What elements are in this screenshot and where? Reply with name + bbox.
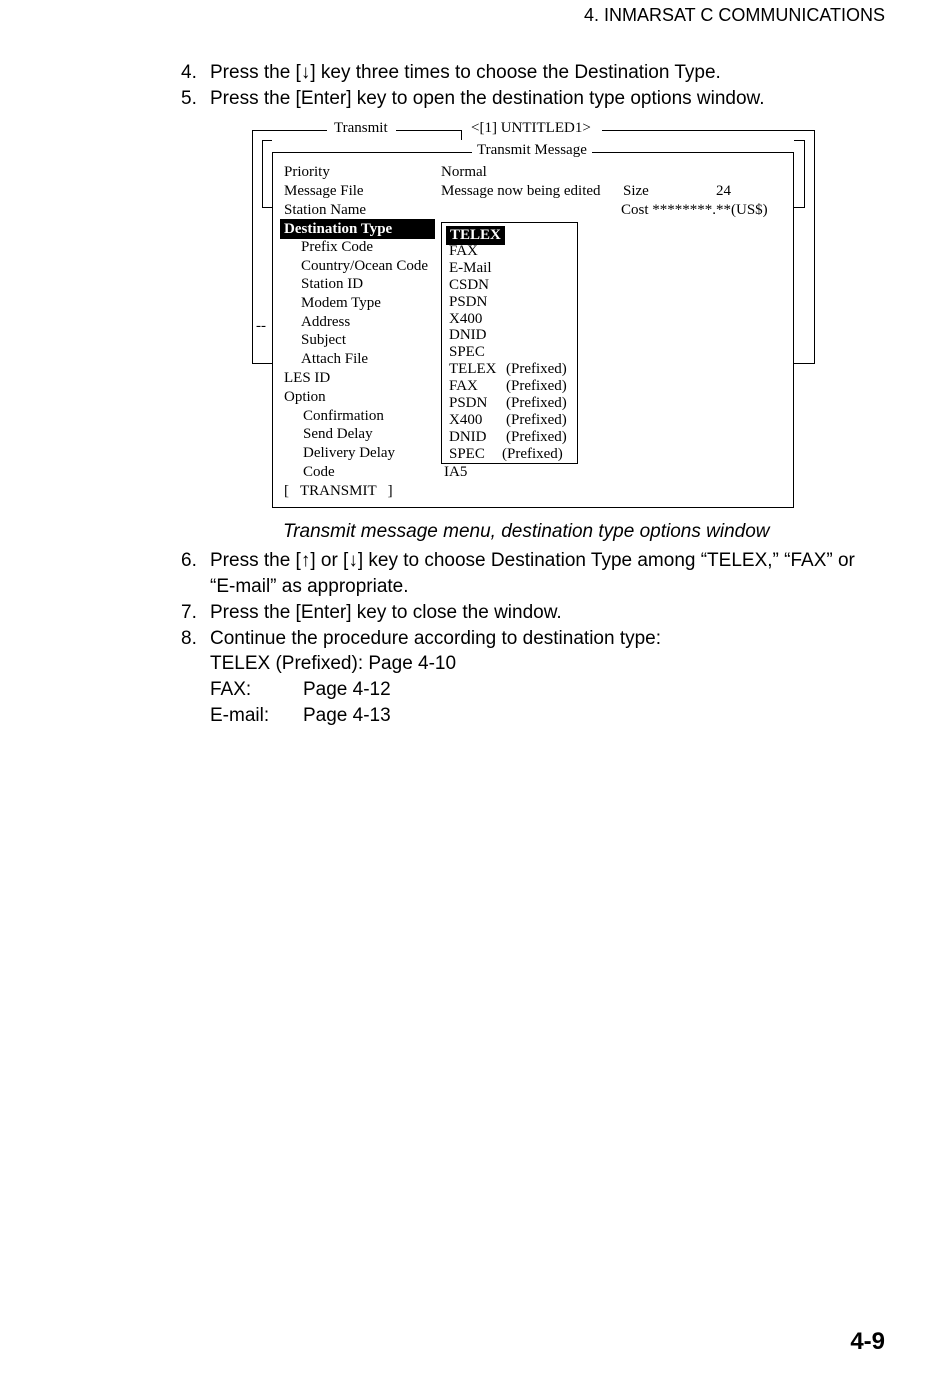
step-text-continued: “E-mail” as appropriate. (210, 576, 409, 597)
reference-fax-label: FAX: (210, 679, 252, 700)
size-label: Size (623, 183, 649, 199)
option-telex-selected[interactable]: TELEX (446, 226, 505, 245)
field-code[interactable]: Code (303, 464, 335, 480)
field-send-delay[interactable]: Send Delay (303, 426, 373, 442)
step-text: Press the [Enter] key to open the destination type options window. (210, 88, 765, 109)
field-confirmation[interactable]: Confirmation (303, 408, 384, 424)
option-suffix: (Prefixed) (506, 361, 567, 377)
section-header: 4. INMARSAT C COMMUNICATIONS (583, 5, 885, 25)
option-x400-prefixed[interactable]: X400 (449, 412, 483, 428)
option-fax-prefixed[interactable]: FAX (449, 378, 478, 394)
dash-marker: -- (256, 318, 266, 334)
field-priority[interactable]: Priority (284, 164, 330, 180)
transmit-message-title: Transmit Message (472, 142, 592, 159)
screen-outer-title: Transmit (334, 120, 388, 136)
option-dnid[interactable]: DNID (449, 327, 487, 343)
transmit-button[interactable]: [ TRANSMIT ] (284, 483, 393, 499)
reference-email-label: E-mail: (210, 705, 270, 726)
field-prefix-code[interactable]: Prefix Code (301, 239, 374, 255)
field-modem-type[interactable]: Modem Type (301, 295, 381, 311)
field-address[interactable]: Address (301, 314, 351, 330)
field-les-id[interactable]: LES ID (284, 370, 331, 386)
option-fax[interactable]: FAX (449, 243, 478, 259)
field-delivery-delay[interactable]: Delivery Delay (303, 445, 396, 461)
reference-telex-prefixed: TELEX (Prefixed): Page 4-10 (210, 653, 457, 674)
step-number: 8. (181, 628, 197, 649)
option-suffix: (Prefixed) (506, 429, 567, 445)
field-subject[interactable]: Subject (301, 332, 346, 348)
step-text: Press the [↑] or [↓] key to choose Destination Type among “TELEX,” “FAX” or (210, 550, 855, 571)
size-value: 24 (716, 183, 731, 199)
option-telex-prefixed[interactable]: TELEX (449, 361, 497, 377)
step-text: Press the [↓] key three times to choose the Destination Type. (210, 62, 721, 83)
field-country-ocean-code[interactable]: Country/Ocean Code (301, 258, 429, 274)
field-message-file[interactable]: Message File (284, 183, 364, 199)
screen-document-tag: <[1] UNTITLED1> (471, 120, 591, 136)
field-code-value: IA5 (444, 464, 468, 480)
reference-fax-page: Page 4-12 (303, 679, 391, 700)
option-suffix: (Prefixed) (506, 378, 567, 394)
page-number: 4-9 (850, 1328, 885, 1355)
option-spec[interactable]: SPEC (449, 344, 485, 360)
option-suffix: (Prefixed) (506, 395, 567, 411)
option-dnid-prefixed[interactable]: DNID (449, 429, 487, 445)
option-x400[interactable]: X400 (449, 311, 483, 327)
option-suffix: (Prefixed) (502, 446, 563, 462)
step-number: 5. (181, 88, 197, 109)
field-message-file-value: Message now being edited (441, 183, 601, 199)
option-csdn[interactable]: CSDN (449, 277, 490, 293)
step-number: 7. (181, 602, 197, 623)
field-option[interactable]: Option (284, 389, 326, 405)
reference-email-page: Page 4-13 (303, 705, 391, 726)
step-number: 6. (181, 550, 197, 571)
option-psdn[interactable]: PSDN (449, 294, 488, 310)
field-station-id[interactable]: Station ID (301, 276, 364, 292)
step-text: Continue the procedure according to destination type: (210, 628, 662, 649)
field-priority-value: Normal (441, 164, 487, 180)
field-attach-file[interactable]: Attach File (301, 351, 369, 367)
field-station-name[interactable]: Station Name (284, 202, 367, 218)
cost-text: Cost ********.**(US$) (621, 202, 768, 218)
figure-caption: Transmit message menu, destination type options window (283, 521, 770, 542)
step-number: 4. (181, 62, 197, 83)
option-suffix: (Prefixed) (506, 412, 567, 428)
option-spec-prefixed[interactable]: SPEC (449, 446, 485, 462)
option-psdn-prefixed[interactable]: PSDN (449, 395, 488, 411)
option-email[interactable]: E-Mail (449, 260, 492, 276)
step-text: Press the [Enter] key to close the window. (210, 602, 562, 623)
field-destination-type-selected[interactable]: Destination Type (280, 219, 435, 239)
